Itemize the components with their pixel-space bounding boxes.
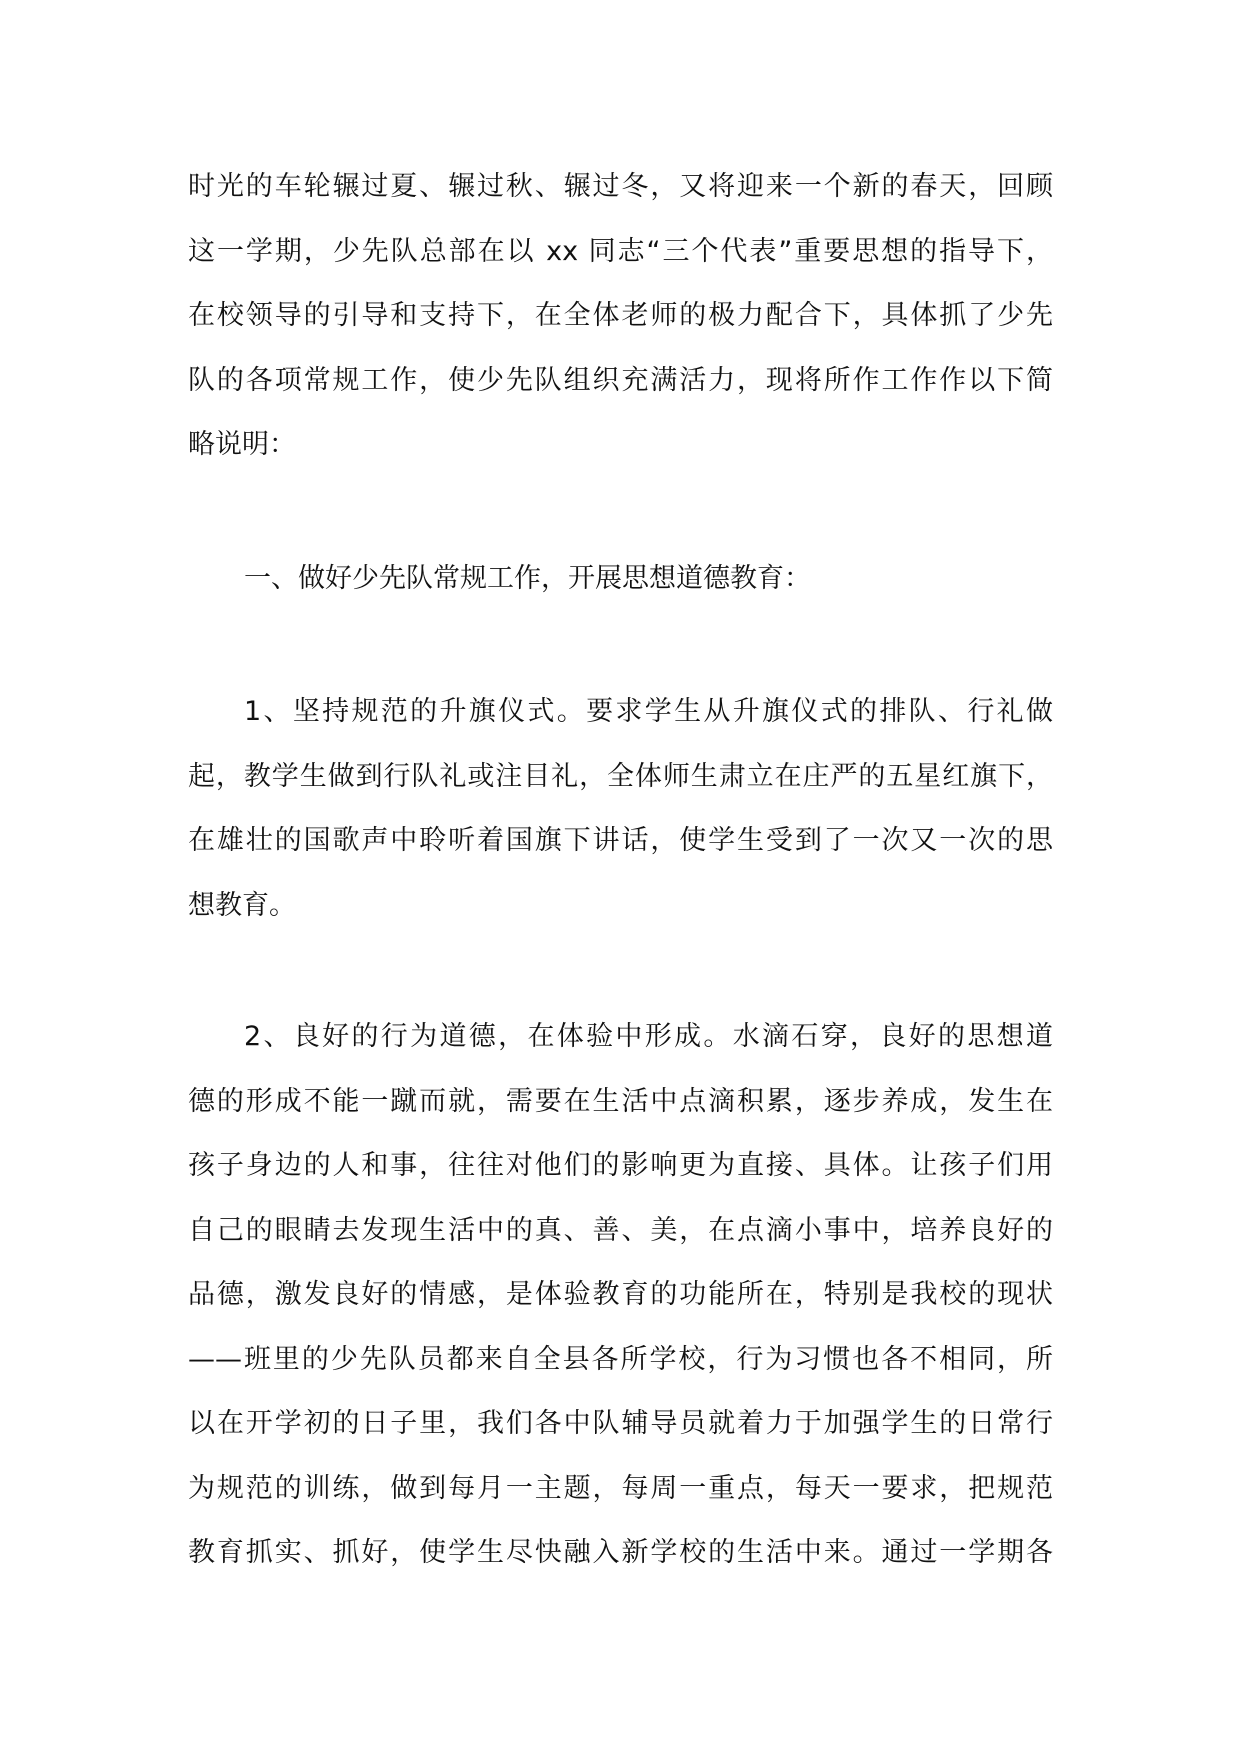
text-line: ——班里的少先队员都来自全县各所学校，行为习惯也各不相同，所 — [188, 1343, 1053, 1375]
text-line: 2、良好的行为道德，在体验中形成。水滴石穿，良好的思想道 — [244, 1021, 1053, 1052]
text-line: 想教育。 — [188, 889, 296, 921]
text-line: 自己的眼睛去发现生活中的真、善、美，在点滴小事中，培养良好的 — [188, 1214, 1053, 1246]
text-line: 教育抓实、抓好，使学生尽快融入新学校的生活中来。通过一学期各 — [188, 1537, 1053, 1568]
text-line: 在校领导的引导和支持下，在全体老师的极力配合下，具体抓了少先 — [188, 300, 1053, 331]
item-2-paragraph — [188, 1005, 1053, 1586]
text-line: 这一学期，少先队总部在以 xx 同志“三个代表”重要思想的指导下， — [188, 235, 1053, 267]
text-line: 起，教学生做到行队礼或注目礼，全体师生肃立在庄严的五星红旗下， — [188, 760, 1053, 792]
section-heading — [188, 547, 1053, 612]
item-1-paragraph — [188, 680, 1053, 938]
text-line: 略说明： — [188, 429, 296, 460]
text-line: 在雄壮的国歌声中聆听着国旗下讲话，使学生受到了一次又一次的思 — [188, 825, 1053, 856]
intro-paragraph — [188, 155, 1053, 478]
text-line: 为规范的训练，做到每月一主题，每周一重点，每天一要求，把规范 — [188, 1472, 1053, 1504]
text-line: 品德，激发良好的情感，是体验教育的功能所在，特别是我校的现状 — [188, 1279, 1053, 1310]
text-line: 队的各项常规工作，使少先队组织充满活力，现将所作工作作以下简 — [188, 364, 1053, 396]
text-line: 时光的车轮辗过夏、辗过秋、辗过冬，又将迎来一个新的春天，回顾 — [188, 171, 1053, 202]
text-line: 以在开学初的日子里，我们各中队辅导员就着力于加强学生的日常行 — [188, 1408, 1053, 1439]
text-line: 1、坚持规范的升旗仪式。要求学生从升旗仪式的排队、行礼做 — [244, 696, 1053, 727]
text-line: 一、做好少先队常规工作，开展思想道德教育： — [244, 563, 811, 594]
text-line: 孩子身边的人和事，往往对他们的影响更为直接、具体。让孩子们用 — [188, 1150, 1053, 1181]
text-line: 德的形成不能一蹴而就，需要在生活中点滴积累，逐步养成，发生在 — [188, 1085, 1053, 1117]
